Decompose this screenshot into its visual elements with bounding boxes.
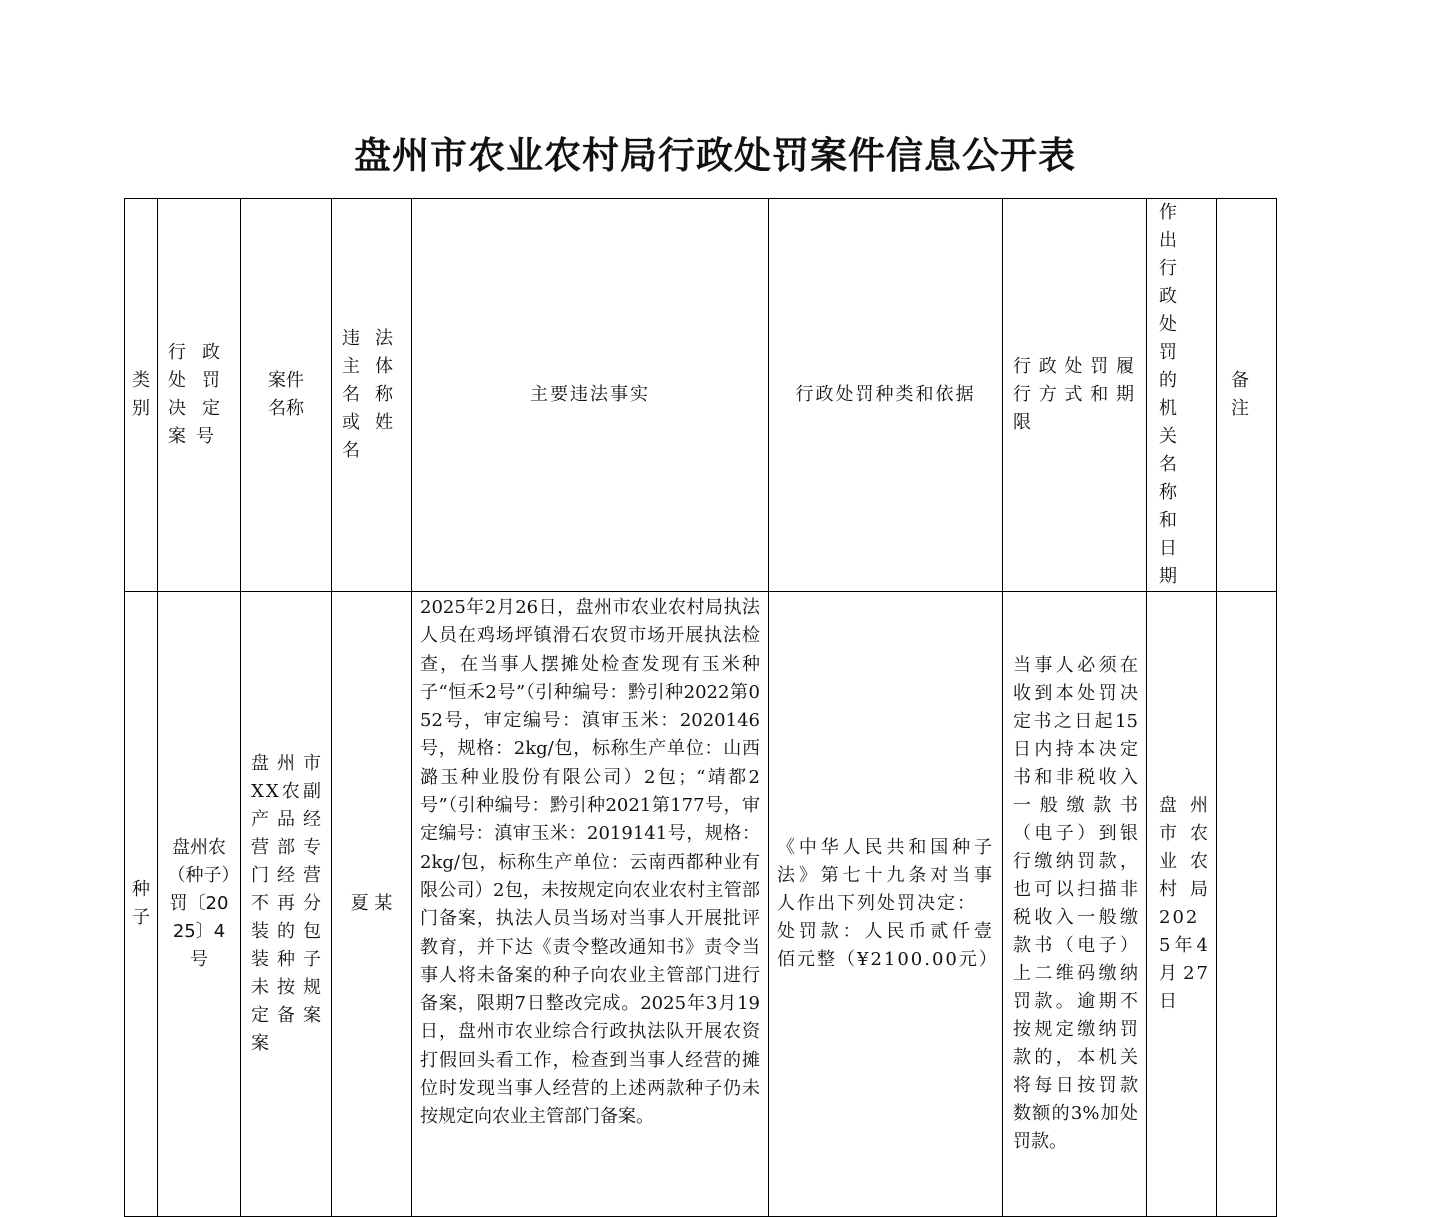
cell-case-number: 盘州农（种子）罚〔2025〕4号 [158, 592, 241, 1217]
cell-party: 夏 某 [332, 592, 412, 1217]
header-category: 类别 [125, 199, 158, 592]
table-header-row [125, 199, 1277, 592]
header-performance: 行政处罚履行方式和期限 [1003, 199, 1147, 592]
header-party: 违法主体名称或姓名 [332, 199, 412, 592]
header-facts: 主要违法事实 [412, 199, 769, 592]
cell-case-name: 盘州市XX农副产品经营部专门经营不再分装的包装种子未按规定备案案 [241, 592, 332, 1217]
page-title: 盘州市农业农村局行政处罚案件信息公开表 [354, 134, 1076, 177]
cell-penalty [769, 592, 1003, 1217]
penalty-amount: 处罚款：人民币贰仟壹佰元整（¥2100.00元） [777, 921, 999, 970]
header-case-number: 行政处罚决定案号 [158, 199, 241, 592]
case-info-table [124, 198, 1277, 1217]
cell-performance: 当事人必须在收到本处罚决定书之日起15日内持本决定书和非税收入一般缴款书（电子）到银行缴纳罚款，也可以扫描非税收入一般缴款书（电子）上二维码缴纳罚款。逾期不按规定缴纳罚款的，本机关将每日按罚款数额的3%加处罚款。 [1003, 592, 1147, 1217]
header-case-name: 案件名称 [241, 199, 332, 592]
header-authority: 作出行政处罚的机关名称和日期 [1147, 199, 1217, 592]
cell-remarks [1217, 592, 1277, 1217]
cell-authority: 盘州市农业农村局2025年4月27日 [1147, 592, 1217, 1217]
penalty-basis: 《中华人民共和国种子法》第七十九条对当事人作出下列处罚决定： [777, 837, 994, 914]
header-penalty: 行政处罚种类和依据 [769, 199, 1003, 592]
cell-category: 种子 [125, 592, 158, 1217]
header-remarks: 备注 [1217, 199, 1277, 592]
table-row [125, 592, 1277, 1217]
cell-facts: 2025年2月26日，盘州市农业农村局执法人员在鸡场坪镇滑石农贸市场开展执法检查，在当事人摆摊处检查发现有玉米种子“恒禾2号”（引种编号：黔引种2022第052号，审定编号：滇审玉米：2020146号，规格：2kg/包，标称生产单位：山西潞玉种业股份有限公司）2包；“靖都2号”（引种编号：黔引种2021第177号，审定编号：滇审玉米：2019141号，规格：2kg/包，标称生产单位：云南西都种业有限公司）2包，未按规定向农业农村主管部门备案，执法人员当场对当事人开展批评教育，并下达《责令整改通知书》责令当事人将未备案的种子向农业主管部门进行备案，限期7日整改完成。2025年3月19日，盘州市农业综合行政执法队开展农资打假回头看工作，检查到当事人经营的摊位时发现当事人经营的上述两款种子仍未按规定向农业主管部门备案。 [412, 592, 769, 1217]
